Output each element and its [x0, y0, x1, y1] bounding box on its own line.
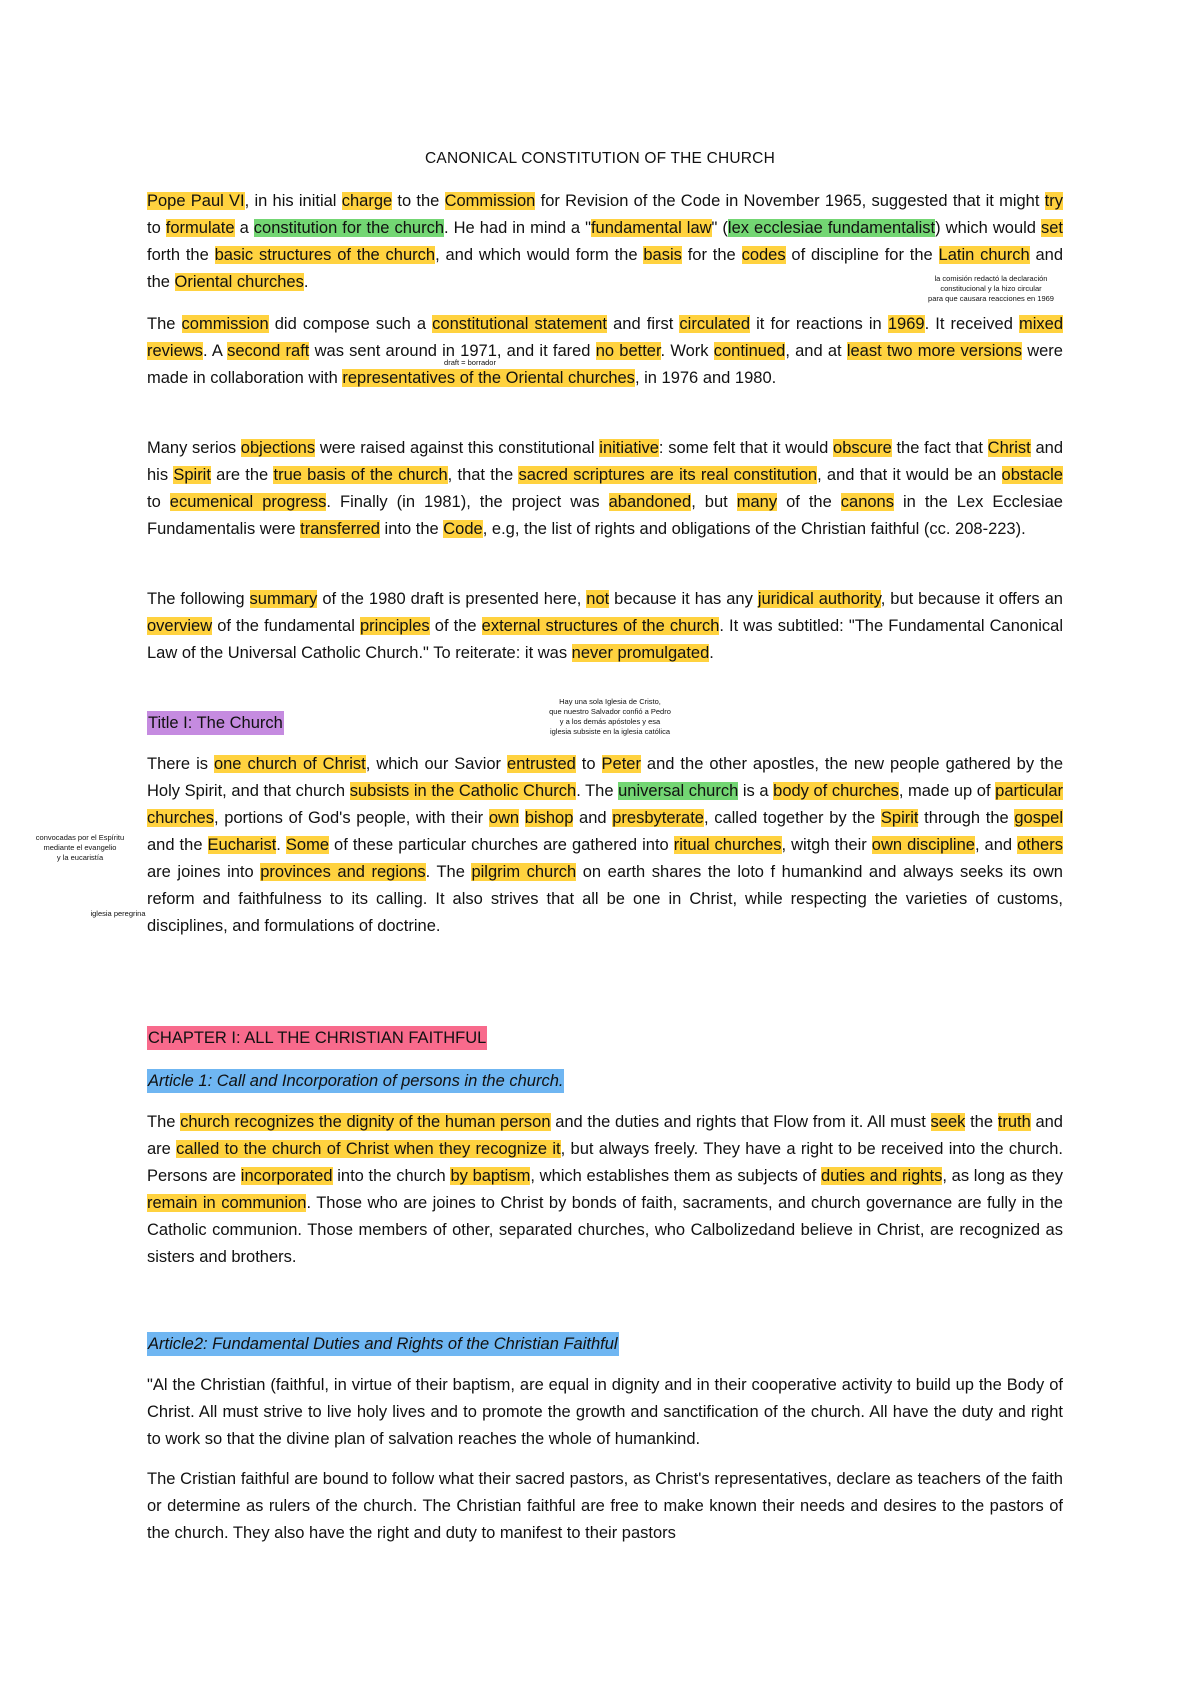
- article-2-heading: Article2: Fundamental Duties and Rights of the Christian Faithful: [147, 1332, 619, 1356]
- paragraph-article-2-b: The Cristian faithful are bound to follow what their sacred pastors, as Christ's representatives, declare as teachers of the faith or determine as rulers of the church. The Christian faithful are free to make known their needs and desires to the pastors of the church. They also have the right and duty to manifest to their pastors: [147, 1470, 1063, 1542]
- chapter-heading: CHAPTER I: ALL THE CHRISTIAN FAITHFUL: [147, 1026, 487, 1050]
- annotation-commission: la comisión redactó la declaración constitucional y la hizo circular para que causara reacciones en 1969: [928, 274, 1054, 303]
- title-heading-church: Title I: The Church: [147, 711, 284, 735]
- paragraph-commission: The commission did compose such a constitutional statement and first circulated it for reactions in 1969. It received mixed reviews. A second raft was sent around in 1971, and it fared no better. Work continued, and at least two more versions were made in collaboration with representatives of the Oriental churches, in 1976 and 1980.: [147, 315, 1063, 387]
- annotation-one-church: Hay una sola Iglesia de Cristo, que nuestro Salvador confió a Pedro y a los demás apóstoles y esa iglesia subsiste en la iglesia católica: [549, 697, 671, 736]
- annotation-pilgrim: iglesia peregrina: [90, 909, 146, 918]
- paragraph-church: There is one church of Christ, which our Savior entrusted to Peter and the other apostles, the new people gathered by the Holy Spirit, and that church subsists in the Catholic Church. The universal church is a body of churches, made up of particular churches, portions of God's people, with their own bishop and presbyterate, called together by the Spirit through the gospel and the Eucharist. Some of these particular churches are gathered into ritual churches, witgh their own discipline, and others are joines into provinces and regions. The pilgrim church on earth shares the loto f humankind and always seeks its own reform and faithfulness to its calling. It also strives that all be one in Christ, while respecting the varieties of customs, disciplines, and formulations of doctrine.: [147, 755, 1064, 935]
- annotation-draft: draft = borrador: [444, 358, 496, 367]
- paragraph-summary: The following summary of the 1980 draft is presented here, not because it has any juridical authority, but because it offers an overview of the fundamental principles of the external structures of the church. It was subtitled: "The Fundamental Canonical Law of the Universal Catholic Church." To reiterate: it was never promulgated.: [147, 590, 1064, 662]
- paragraph-objections: Many serios objections were raised against this constitutional initiative: some felt that it would obscure the fact that Christ and his Spirit are the true basis of the church, that the sacred scriptures are its real constitution, and that it would be an obstacle to ecumenical progress. Finally (in 1981), the project was abandoned, but many of the canons in the Lex Ecclesiae Fundamentalis were transferred into the Code, e.g, the list of rights and obligations of the Christian faithful (cc. 208-223).: [147, 439, 1064, 538]
- annotation-spirit: convocadas por el Espíritu mediante el evangelio y la eucaristía: [35, 833, 125, 862]
- paragraph-article-2-a: "Al the Christian (faithful, in virtue of their baptism, are equal in dignity and in their cooperative activity to build up the Body of Christ. All must strive to live holy lives and to promote the growth and sanctification of the church. All have the duty and right to work so that the divine plan of salvation reaches the whole of humankind.: [147, 1376, 1063, 1448]
- paragraph-article-1: The church recognizes the dignity of the human person and the duties and rights that Flow from it. All must seek the truth and are called to the church of Christ when they recognize it, but always freely. They have a right to be received into the church. Persons are incorporated into the church by baptism, which establishes them as subjects of duties and rights, as long as they remain in communion. Those who are joines to Christ by bonds of faith, sacraments, and church governance are fully in the Catholic communion. Those members of other, separated churches, who Calbolizedand believe in Christ, are recognized as sisters and brothers.: [147, 1113, 1064, 1266]
- article-1-heading: Article 1: Call and Incorporation of persons in the church.: [147, 1069, 564, 1093]
- paragraph-intro: Pope Paul VI, in his initial charge to the Commission for Revision of the Code in November 1965, suggested that it might try to formulate a constitution for the church. He had in mind a "fundamental law" (lex ecclesiae fundamentalist) which would set forth the basic structures of the church, and which would form the basis for the codes of discipline for the Latin church and the Oriental churches.: [147, 192, 1064, 291]
- page-title: CANONICAL CONSTITUTION OF THE CHURCH: [425, 150, 775, 167]
